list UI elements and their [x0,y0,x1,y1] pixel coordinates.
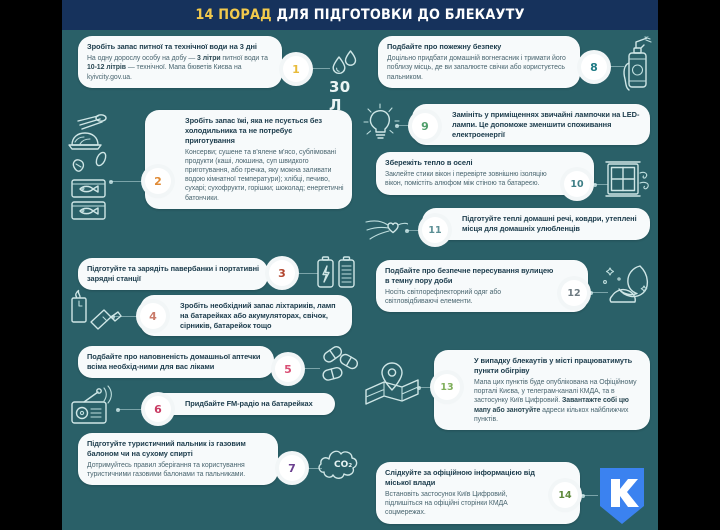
tip-body-14: Встановіть застосунок Київ Цифровий, підлишіться на офіційні сторінки КМДА соцмережах. [385,491,508,517]
tip-badge-11 [422,217,448,243]
tip-badge-9 [412,113,438,139]
canned-food-icon [68,112,116,224]
tip-card-1[interactable] [78,36,282,88]
tip-card-7[interactable] [78,433,278,485]
tip-number-8: 8 [590,60,598,74]
tip-card-13[interactable] [434,350,650,430]
connector-5 [300,368,320,369]
co2-label: CO₂ [334,460,353,470]
map-pin-icon [362,360,422,408]
tip-body-12: Носіть світлорефлекторний одяг або світловідбиваючі елементи. [385,289,502,306]
tip-body-1: На одну дорослу особу на добу — 3 літри питної води та 10-12 літрів — технічної. Мапа бюветів Києва на kyivcity.gov.ua. [87,55,268,81]
tip-badge-1 [283,56,309,82]
fire-extinguisher-icon [620,36,656,94]
tip-number-5: 5 [284,362,292,376]
tip-number-7: 7 [288,461,296,475]
tip-card-8[interactable] [378,36,580,88]
connector-6 [117,409,147,410]
tip-number-11: 11 [428,224,442,236]
tip-badge-4 [140,303,166,329]
tip-card-14[interactable] [376,462,580,524]
tip-badge-7 [279,455,305,481]
lightbulb-icon [362,102,404,144]
tip-badge-2 [145,168,171,194]
tip-body-2: Консерви; сушене та в'ялене м'ясо, сублімовані продукти (каші, локшина, суп швидкого приготування, або гречка, яку можна заливати водою кімнатної температури); хлібці, печиво, сухарі; сухофрукти, горішки; шоколад; енергетичні батончики. [185,148,344,202]
tip-title-12: Подбайте про безпечне пересування вулицею в темну пору доби [385,266,554,285]
tip-title-3: Підготуйте та зарядіть павербанки і портативні зарядні станції [87,264,260,283]
tip-number-2: 2 [154,174,162,188]
moon-stars-icon [600,262,652,310]
tip-title-13: У випадку блекаутів у місті працюватимуть пункти обігріву [474,356,633,375]
tip-number-6: 6 [154,402,162,416]
tip-number-13: 13 [440,381,454,393]
tip-title-7: Підготуйте туристичний пальник із газовим балоном чи на сухому спирті [87,439,246,458]
tip-badge-5 [275,356,301,382]
tip-card-2[interactable] [145,110,352,209]
tip-title-10: Збережіть тепло в оселі [385,158,473,167]
tip-title-9: Замініть у приміщеннях звичайні лампочки на LED-лампи. Це допоможе зменшити споживання електроенергії [452,110,640,139]
tip-title-1: Зробіть запас питної та технічної води на 3 дні [87,42,257,51]
tip-card-11[interactable] [422,208,650,240]
tip-number-9: 9 [421,119,429,133]
tip-card-6[interactable] [145,393,335,415]
water-drops-icon [328,48,362,78]
tip-badge-3 [269,260,295,286]
letterbox-right [658,0,720,530]
tip-card-4[interactable] [140,295,352,336]
tip-title-2: Зробіть запас їжі, яка не псується без холодильника та не потребує приготування [185,116,323,145]
tip-body-13: Мапа цих пунктів буде опублікована на Офіційному порталі Києва, у телеграм-каналі КМДА, та в застосунку Київ Цифровий. Завантажте собі цю мапу або занотуйте адреси кількох найближчих пунктів. [474,379,637,423]
page-title-highlight: 14 ПОРАД [195,7,272,23]
pet-whiskers-icon [362,213,408,245]
water-liters-label: 30 Л [329,78,351,114]
tip-title-8: Подбайте про пожежну безпеку [387,42,502,51]
battery-icon [315,255,357,291]
tip-title-6: Придбайте FM-радіо на батарейках [185,399,313,408]
tip-badge-8 [581,54,607,80]
tip-body-7: Дотримуйтесь правил зберігання та користування туристичними газовими балонами та пальниками. [87,462,246,479]
tip-badge-12 [561,280,587,306]
tip-title-14: Слідкуйте за офіційною інформацією від міської влади [385,468,535,487]
tip-badge-13 [434,374,460,400]
tip-card-12[interactable] [376,260,588,312]
letterbox-left [0,0,62,530]
tip-number-12: 12 [567,287,581,299]
kyiv-digital-logo [596,466,648,530]
tip-badge-14 [552,482,578,508]
tip-number-1: 1 [292,62,300,76]
tip-badge-10 [564,171,590,197]
tip-body-8: Доцільно придбати домашній вогнегасник і тримати його поблизу місць, де ви запалюєте свічки або користуєтесь пальником. [387,55,566,81]
tip-title-4: Зробіть необхідний запас ліхтариків, ламп на батарейках або акумуляторах, свічок, сірників, батарейок тощо [180,301,336,330]
tip-number-3: 3 [278,266,286,280]
tip-number-14: 14 [558,489,572,501]
tip-card-10[interactable] [376,152,594,195]
pills-icon [318,346,360,386]
connector-1 [308,68,330,69]
tip-badge-6 [145,396,171,422]
tip-title-11: Підготуйте теплі домашні речі, ковдри, утеплені місця для домашніх улюбленців [462,214,637,233]
radio-icon [68,385,120,427]
candle-flashlight-icon [66,288,124,334]
header-bar [0,0,720,30]
tip-card-3[interactable] [78,258,268,290]
window-icon [602,158,654,206]
page-title [195,7,524,23]
tip-number-4: 4 [149,309,157,323]
tip-number-10: 10 [570,178,584,190]
page-title-rest: ДЛЯ ПІДГОТОВКИ ДО БЛЕКАУТУ [271,7,525,23]
tip-title-5: Подбайте про наповненість домашньої аптечки всіма необхід-ними для вас ліками [87,352,261,371]
tips-board [62,30,658,530]
tip-card-9[interactable] [412,104,650,145]
tip-body-10: Заклейте стики вікон і перевірте зовнішню ізоляцію вікон, помістіть алюфом між стіною та батареєю. [385,171,547,188]
tip-card-5[interactable] [78,346,274,378]
